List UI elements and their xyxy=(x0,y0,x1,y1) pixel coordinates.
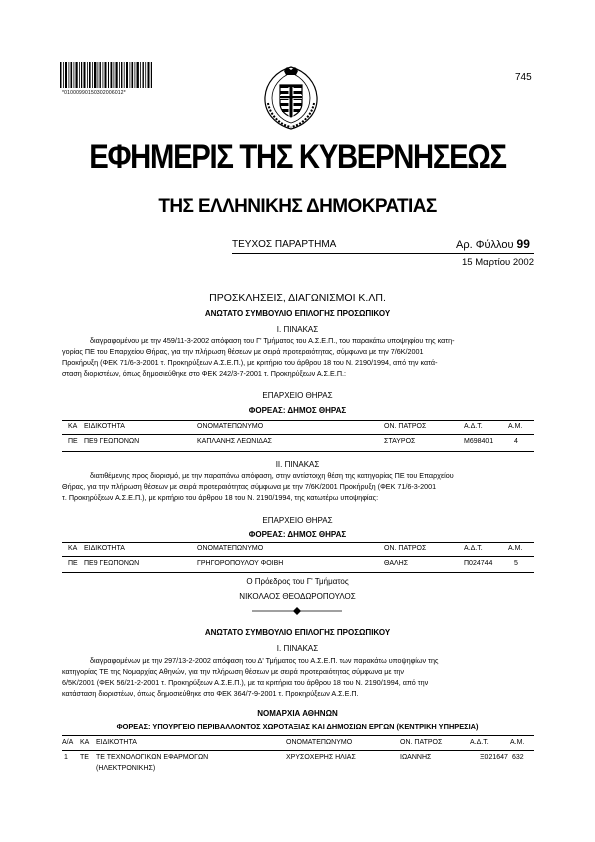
cell-specialty-cont: (ΗΛΕΚΤΡΟΝΙΚΗΣ) xyxy=(96,765,156,772)
col-id: Α.Δ.Τ. xyxy=(470,739,489,746)
cell-name: ΚΑΠΛΑΝΗΣ ΛΕΩΝΙΔΑΣ xyxy=(197,438,272,445)
office-heading: ΕΠΑΡΧΕΙΟ ΘΗΡΑΣ xyxy=(262,391,333,400)
body-heading: ΦΟΡΕΑΣ: ΔΗΜΟΣ ΘΗΡΑΣ xyxy=(248,406,347,415)
sheet-number xyxy=(456,237,530,251)
cell-id: Ξ021647 xyxy=(480,754,508,761)
table-rule xyxy=(62,420,534,421)
table-header xyxy=(62,422,534,433)
cell-ka: ΤΕ xyxy=(80,754,89,761)
barcode xyxy=(60,62,152,88)
table-rule xyxy=(62,434,534,435)
col-name: ΟΝΟΜΑΤΕΠΩΝΥΜΟ xyxy=(197,423,264,430)
para-line: Θήρας, για την πλήρωση θέσεων με σειρά προτεραιότητας σύμφωνα με την 7/6Κ/2001 Προκήρυξη (ΦΕΚ 71/6-3-2001 xyxy=(62,482,437,491)
cell-ka: ΠΕ xyxy=(68,438,78,445)
table-title: Ι. ΠΙΝΑΚΑΣ xyxy=(276,644,319,653)
para-line: Προκήρυξη (ΦΕΚ 71/6-3-2001 τ. Προκηρύξεων Α.Σ.Ε.Π.), με κριτήριο του άρθρου 18 του Ν. 2190/1994, από την κατά- xyxy=(62,358,438,367)
para-line: κατάσταση διοριστέων, όπως δημοσιεύθηκε στο ΦΕΚ 364/7-9-2001 τ. Προκηρύξεων Α.Σ.Ε.Π. xyxy=(62,689,359,698)
gazette-title: ΕΦΗΜΕΡΙΣ ΤΗΣ ΚΥΒΕΡΝΗΣΕΩΣ xyxy=(89,138,506,176)
col-father: ΟΝ. ΠΑΤΡΟΣ xyxy=(384,545,427,552)
col-specialty: ΕΙΔΙΚΟΤΗΤΑ xyxy=(84,545,125,552)
col-specialty: ΕΙΔΙΚΟΤΗΤΑ xyxy=(84,423,125,430)
table-row xyxy=(62,559,534,570)
col-ka: ΚΑ xyxy=(68,545,78,552)
table-row xyxy=(62,437,534,448)
cell-name: ΧΡΥΣΟΧΕΡΗΣ ΗΛΙΑΣ xyxy=(286,754,356,761)
table-rule xyxy=(62,451,534,452)
cell-father: ΙΩΑΝΝΗΣ xyxy=(400,754,432,761)
col-aa: Α/Α xyxy=(62,739,74,746)
col-father: ΟΝ. ΠΑΤΡΟΣ xyxy=(400,739,443,746)
col-name: ΟΝΟΜΑΤΕΠΩΝΥΜΟ xyxy=(197,545,264,552)
para-line: διαγραφομένων με την 297/13-2-2002 απόφαση του Δ' Τμήματος του Α.Σ.Ε.Π. των παρακάτω υποψηφίων της xyxy=(90,656,439,665)
cell-specialty: ΠΕ9 ΓΕΩΠΟΝΩΝ xyxy=(84,560,140,567)
page-number: 745 xyxy=(515,72,532,83)
section-separator xyxy=(252,607,342,615)
table-header xyxy=(62,738,534,749)
para-line: 6/5Κ/2001 (ΦΕΚ 56/21-2-2001 τ. Προκηρύξεων Α.Σ.Ε.Π.), με τα κριτήρια του άρθρου 18 του Ν. 2190/1994, από την xyxy=(62,678,429,687)
para-line: γορίας ΠΕ του Επαρχείου Θήρας, για την πλήρωση θέσεων με σειρά προτεραιότητας, σύμφωνα με την 7/6Κ/2001 xyxy=(62,347,424,356)
table-rule xyxy=(62,542,534,543)
para-line: διαγραφομένου με την 459/11-3-2002 απόφαση του Γ' Τμήματος του Α.Σ.Ε.Π., του παρακάτω υποψηφίου της κατη- xyxy=(90,336,455,345)
cell-id: Π024744 xyxy=(464,560,493,567)
cell-name: ΓΡΗΓΟΡΟΠΟΥΛΟΥ ΦΟΙΒΗ xyxy=(197,560,284,567)
table-rule xyxy=(62,735,534,736)
cell-father: ΣΤΑΥΡΟΣ xyxy=(384,438,416,445)
col-name: ΟΝΟΜΑΤΕΠΩΝΥΜΟ xyxy=(286,739,353,746)
sheet-prefix: Αρ. Φύλλου xyxy=(456,239,517,251)
cell-aa: 1 xyxy=(64,754,68,761)
col-am: Α.Μ. xyxy=(510,739,525,746)
col-am: Α.Μ. xyxy=(508,423,523,430)
barcode-number: *01000990150302006012* xyxy=(62,90,126,96)
col-id: Α.Δ.Τ. xyxy=(464,423,483,430)
para-line: κατηγορίας ΤΕ της Νομαρχίας Αθηνών, για την πλήρωση θέσεων με σειρά προτεραιότητας σύμφωνα με την xyxy=(62,667,405,676)
decision-paragraph-3 xyxy=(62,655,534,699)
signer-role: Ο Πρόεδρος του Γ' Τμήματος xyxy=(246,577,349,586)
para-line: σταση διοριστέων, όπως δημοσιεύθηκε στο ΦΕΚ 242/3-7-2001 τ. Προκηρύξεων Α.Σ.Ε.Π.: xyxy=(62,369,347,378)
cell-specialty: ΤΕ ΤΕΧΝΟΛΟΓΙΚΩΝ ΕΦΑΡΜΟΓΩΝ xyxy=(96,754,209,761)
body-heading: ΦΟΡΕΑΣ: ΥΠΟΥΡΓΕΙΟ ΠΕΡΙΒΑΛΛΟΝΤΟΣ ΧΩΡΟΤΑΞΙΑΣ ΚΑΙ ΔΗΜΟΣΙΩΝ ΕΡΓΩΝ (ΚΕΝΤΡΙΚΗ ΥΠΗΡΕΣΙΑ) xyxy=(116,722,479,731)
col-specialty: ΕΙΔΙΚΟΤΗΤΑ xyxy=(96,739,137,746)
col-ka: ΚΑ xyxy=(68,423,78,430)
decision-paragraph-1 xyxy=(62,335,534,379)
table1-title: Ι. ΠΙΝΑΚΑΣ xyxy=(276,325,319,334)
para-line: τ. Προκηρύξεων Α.Σ.Ε.Π.), με κριτήριο του άρθρου 18 του Ν. 2190/1994, της κατωτέρω υποψηφίας: xyxy=(62,493,379,502)
council-heading: ΑΝΩΤΑΤΟ ΣΥΜΒΟΥΛΙΟ ΕΠΙΛΟΓΗΣ ΠΡΟΣΩΠΙΚΟΥ xyxy=(204,628,391,637)
para-line: διατιθέμενης προς διορισμό, με την παραπάνω απόφαση, στην αντίστοιχη θέση της κατηγορίας ΠΕ του Επαρχείου xyxy=(90,471,454,480)
section-title: ΠΡΟΣΚΛΗΣΕΙΣ, ΔΙΑΓΩΝΙΣΜΟΙ Κ.ΛΠ. xyxy=(209,292,386,304)
office-heading: ΝΟΜΑΡΧΙΑ ΑΘΗΝΩΝ xyxy=(257,709,338,718)
office-heading: ΕΠΑΡΧΕΙΟ ΘΗΡΑΣ xyxy=(262,516,333,525)
issue-date: 15 Μαρτίου 2002 xyxy=(462,257,534,268)
gazette-subtitle: ΤΗΣ ΕΛΛΗΝΙΚΗΣ ΔΗΜΟΚΡΑΤΙΑΣ xyxy=(158,196,437,217)
cell-specialty: ΠΕ9 ΓΕΩΠΟΝΩΝ xyxy=(84,438,140,445)
cell-id: Μ698401 xyxy=(464,438,494,445)
council-heading: ΑΝΩΤΑΤΟ ΣΥΜΒΟΥΛΙΟ ΕΠΙΛΟΓΗΣ ΠΡΟΣΩΠΙΚΟΥ xyxy=(204,309,391,318)
table-header xyxy=(62,544,534,555)
col-id: Α.Δ.Τ. xyxy=(464,545,483,552)
decision-paragraph-2 xyxy=(62,470,534,503)
table2-title: ΙΙ. ΠΙΝΑΚΑΣ xyxy=(275,460,320,469)
cell-am: 4 xyxy=(514,438,518,445)
cell-am: 632 xyxy=(512,754,524,761)
col-ka: ΚΑ xyxy=(80,739,90,746)
col-father: ΟΝ. ΠΑΤΡΟΣ xyxy=(384,423,427,430)
body-heading: ΦΟΡΕΑΣ: ΔΗΜΟΣ ΘΗΡΑΣ xyxy=(248,530,347,539)
issue-type: ΤΕΥΧΟΣ ΠΑΡΑΡΤΗΜΑ xyxy=(232,239,337,250)
table-rule xyxy=(62,750,534,751)
cell-ka: ΠΕ xyxy=(68,560,78,567)
sheet-number-value: 99 xyxy=(516,237,530,251)
table-rule xyxy=(62,556,534,557)
cell-father: ΘΑΛΗΣ xyxy=(384,560,409,567)
coat-of-arms-icon xyxy=(256,63,326,133)
col-am: Α.Μ. xyxy=(508,545,523,552)
header-rule xyxy=(232,253,534,254)
table-rule xyxy=(62,572,534,573)
signer-name: ΝΙΚΟΛΑΟΣ ΘΕΟΔΩΡΟΠΟΥΛΟΣ xyxy=(239,592,356,601)
table-row xyxy=(62,753,534,775)
cell-am: 5 xyxy=(514,560,518,567)
